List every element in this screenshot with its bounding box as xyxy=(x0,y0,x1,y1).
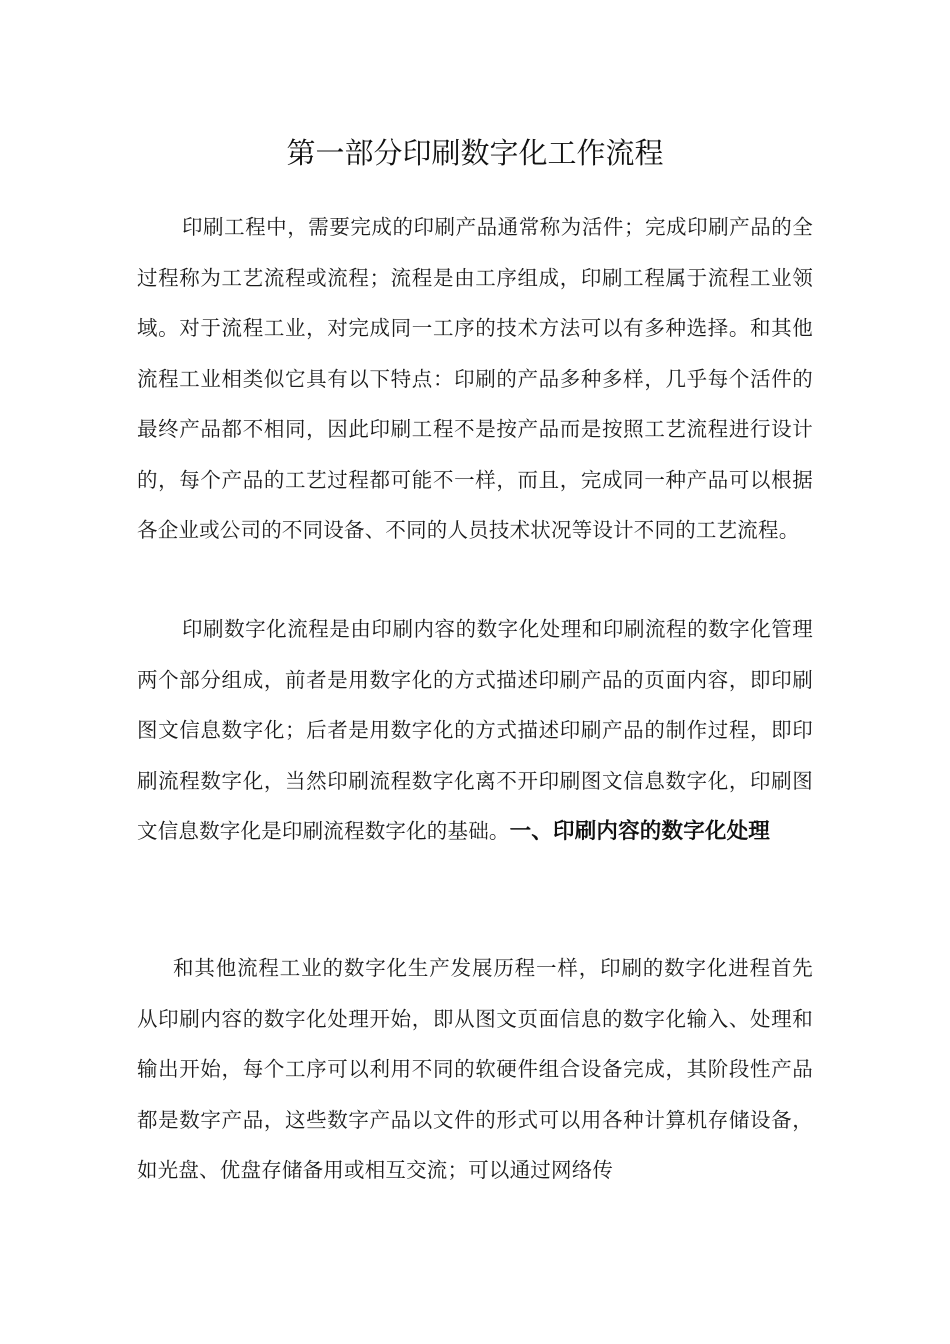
section-heading: 一、印刷内容的数字化处理 xyxy=(509,819,771,844)
paragraph-digital-workflow-text: 印刷数字化流程是由印刷内容的数字化处理和印刷流程的数字化管理两个部分组成，前者是用数字化的方式描述印刷产品的页面内容，即印刷图文信息数字化；后者是用数字化的方式描述印刷产品的制作过程，即印刷流程数字化，当然印刷流程数字化离不开印刷图文信息数字化，印刷图文信息数字化是印刷流程数字化的基础。 xyxy=(137,617,813,843)
paragraph-digital-workflow xyxy=(137,604,813,858)
paragraph-intro: 印刷工程中，需要完成的印刷产品通常称为活件；完成印刷产品的全过程称为工艺流程或流程；流程是由工序组成，印刷工程属于流程工业领域。对于流程工业，对完成同一工序的技术方法可以有多种选择。和其他流程工业相类似它具有以下特点：印刷的产品多种多样，几乎每个活件的最终产品都不相同，因此印刷工程不是按产品而是按照工艺流程进行设计的，每个产品的工艺过程都可能不一样，而且，完成同一种产品可以根据各企业或公司的不同设备、不同的人员技术状况等设计不同的工艺流程。 xyxy=(137,215,813,542)
page-title: 第一部分印刷数字化工作流程 xyxy=(286,136,664,170)
paragraph-content-processing: 和其他流程工业的数字化生产发展历程一样，印刷的数字化进程首先从印刷内容的数字化处理开始，即从图文页面信息的数字化输入、处理和输出开始，每个工序可以利用不同的软硬件组合设备完成，其阶段性产品都是数字产品，这些数字产品以文件的形式可以用各种计算机存储设备，如光盘、优盘存储备用或相互交流；可以通过网络传 xyxy=(137,956,813,1182)
